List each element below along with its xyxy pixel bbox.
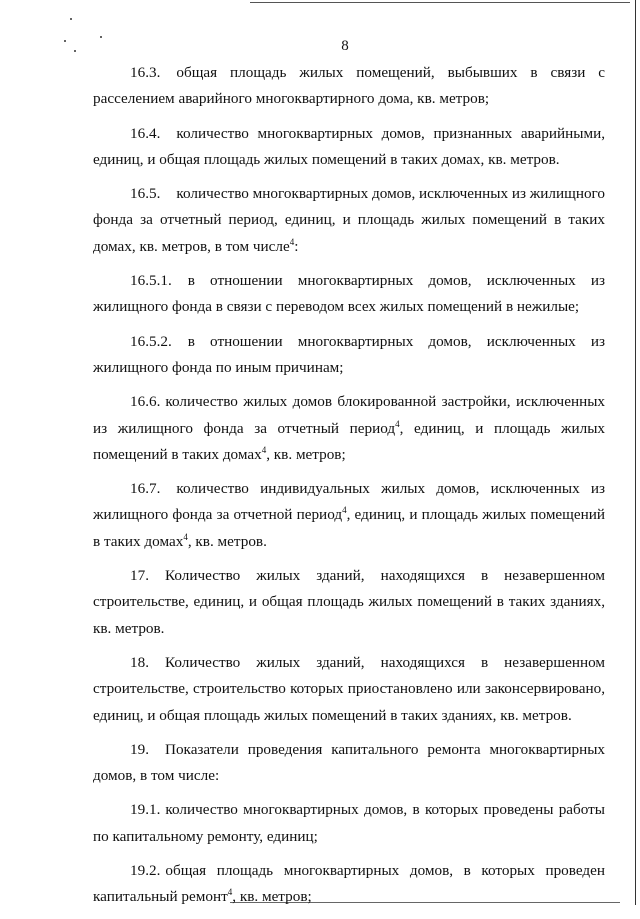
footnote-ref: 4 (395, 418, 400, 429)
paragraph-text: количество жилых домов блокированной застройки, исключенных из жилищного фонда за отчетный период (93, 393, 605, 437)
scan-speck (70, 18, 72, 20)
paragraph-number: 19.2. (130, 862, 161, 880)
paragraph-16-5 (93, 181, 605, 260)
footnote-ref: 4 (289, 236, 295, 247)
paragraph-19 (93, 737, 605, 790)
paragraph-text-tail: , кв. метров; (266, 445, 346, 463)
paragraph-number: 16.5.2. (130, 332, 172, 350)
paragraph-18 (93, 650, 605, 729)
paragraph-text: в отношении многоквартирных домов, исключенных из жилищного фонда по иным причинам; (93, 332, 605, 376)
paragraph-text: общая площадь жилых помещений, выбывших в связи с расселением аварийного многоквартирного дома, кв. метров; (93, 64, 605, 108)
paragraph-text: количество многоквартирных домов, признанных аварийными, единиц, и общая площадь жилых помещений в таких домах, кв. метров. (93, 124, 605, 168)
paragraph-16-3 (93, 60, 605, 113)
paragraph-16-5-2 (93, 329, 605, 382)
document-body (93, 60, 605, 919)
footnote-ref: 4 (342, 505, 347, 516)
footnote-ref: 4 (261, 444, 267, 455)
paragraph-number: 18. (130, 653, 149, 671)
paragraph-text: , единиц, и площадь жилых помещений в таких домах (93, 506, 605, 550)
paragraph-number: 16.7. (130, 480, 161, 498)
paragraph-text: количество индивидуальных жилых домов, исключенных из жилищного фонда за отчетной период (93, 480, 605, 524)
footnote-ref: 4 (183, 531, 188, 542)
paragraph-number: 16.4. (130, 124, 161, 142)
paragraph-19-1 (93, 797, 605, 850)
paragraph-text: , единиц, и площадь жилых помещений в таких домах (93, 419, 605, 463)
paragraph-text: общая площадь многоквартирных домов, в которых проведен капитальный ремонт (93, 862, 605, 906)
footnote-ref: 4 (227, 887, 233, 898)
paragraph-text-tail: , кв. метров. (187, 532, 267, 550)
paragraph-16-4 (93, 121, 605, 174)
paragraph-number: 16.5.1. (130, 272, 172, 290)
paragraph-16-7 (93, 476, 605, 555)
paragraph-text: Количество жилых зданий, находящихся в незавершенном строительстве, единиц, и общая площадь жилых помещений в таких зданиях, кв. метров. (93, 567, 605, 637)
paragraph-text: количество многоквартирных домов, в которых проведены работы по капитальному ремонту, единиц; (93, 801, 605, 845)
scan-edge-right (635, 0, 636, 905)
paragraph-number: 16.3. (130, 64, 161, 81)
page-number: 8 (341, 38, 349, 54)
paragraph-text: Показатели проведения капитального ремонта многоквартирных домов, в том числе: (93, 740, 605, 785)
paragraph-number: 19.1. (130, 801, 161, 819)
paragraph-text: в отношении многоквартирных домов, исключенных из жилищного фонда в связи с переводом всех жилых помещений в нежилые; (93, 272, 605, 316)
paragraph-16-5-1 (93, 268, 605, 321)
paragraph-16-6 (93, 389, 605, 468)
paragraph-number: 16.5. (130, 185, 161, 203)
paragraph-number: 17. (130, 567, 149, 585)
paragraph-19-2 (93, 858, 605, 911)
paragraph-number: 16.6. (130, 393, 161, 411)
paragraph-text: количество многоквартирных домов, исключенных из жилищного фонда за отчетный период, единиц, и площадь жилых помещений в таких домах, кв. метров, в том числе (93, 185, 605, 255)
paragraph-number: 19. (130, 740, 149, 758)
paragraph-text-tail: : (294, 237, 299, 255)
scan-edge-top (250, 2, 630, 3)
paragraph-text: Количество жилых зданий, находящихся в незавершенном строительстве, строительство которых приостановлено или законсервировано, единиц, и общая площадь жилых помещений в таких зданиях, кв. метров. (93, 653, 605, 724)
paragraph-text-tail: , кв. метров; (232, 888, 312, 906)
paragraph-17 (93, 563, 605, 642)
